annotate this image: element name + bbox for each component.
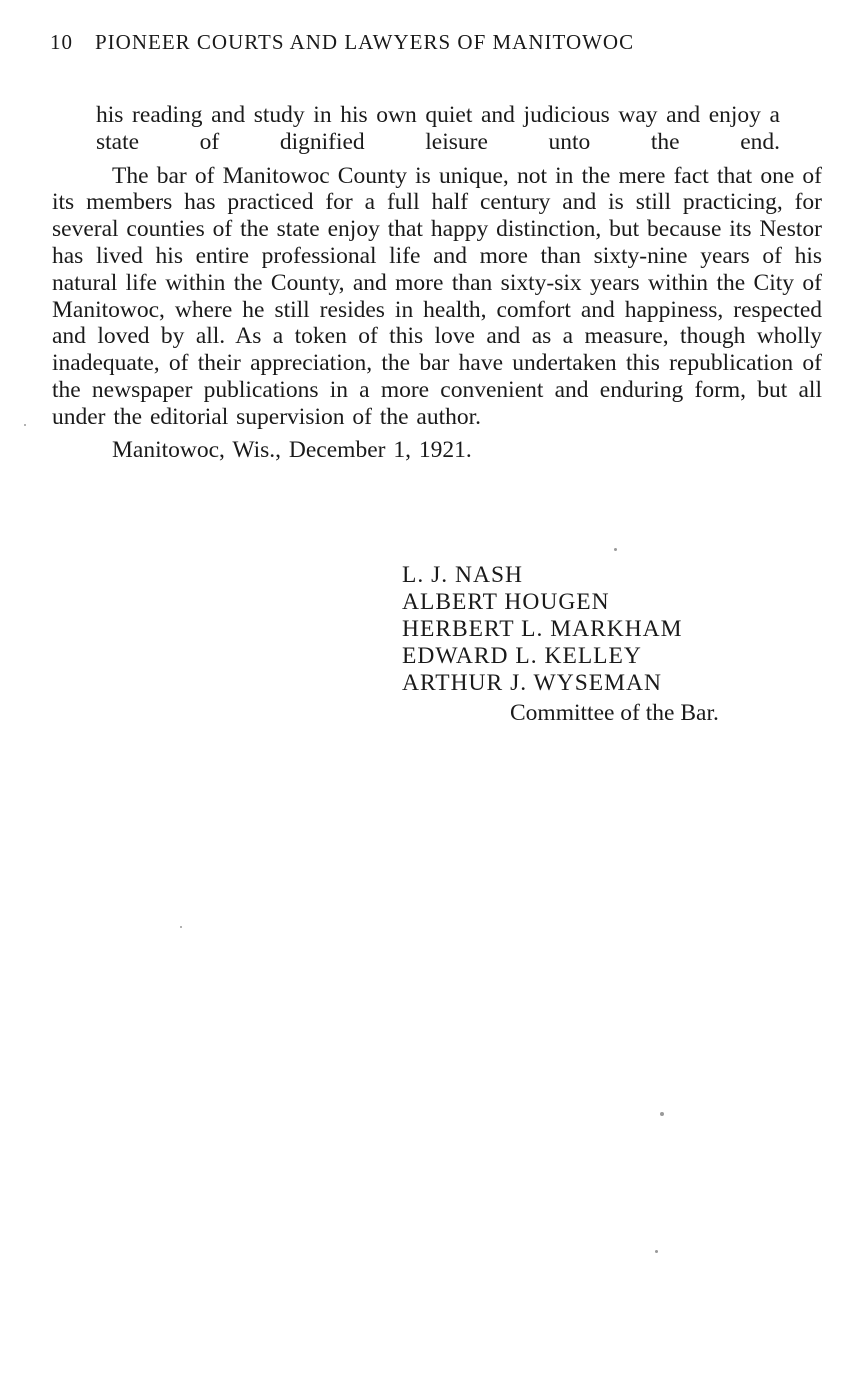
signatory-name: EDWARD L. KELLEY [402, 643, 642, 669]
print-speck [655, 1250, 658, 1253]
signatory-name: ALBERT HOUGEN [402, 589, 610, 615]
dateline: Manitowoc, Wis., December 1, 1921. [112, 436, 472, 463]
print-speck [614, 548, 617, 551]
page-number: 10 [50, 30, 73, 54]
signatory-name: HERBERT L. MARKHAM [402, 616, 683, 642]
signature-block [402, 562, 683, 697]
body-text [52, 102, 822, 463]
signatory-name: ARTHUR J. WYSEMAN [402, 670, 662, 696]
running-head [50, 30, 790, 55]
running-head-title: PIONEER COURTS AND LAWYERS OF MANITOWOC [95, 30, 635, 54]
print-speck [24, 424, 26, 426]
committee-label: Committee of the Bar. [510, 700, 719, 726]
continued-paragraph: his reading and study in his own quiet and judicious way and enjoy a state of dignified leisure unto the end. [96, 102, 780, 155]
print-speck [180, 926, 182, 928]
main-paragraph: The bar of Manitowoc County is unique, not in the mere fact that one of its members has practiced for a full half century and is still practicing, for several counties of the state enjoy that happy distinction, but because its Nestor has lived his entire professional life and more than sixty-nine years of his natural life within the County, and more than sixty-six years within the City of Manitowoc, where he still resides in health, comfort and happiness, respected and loved by all. As a token of this love and as a measure, though wholly inadequate, of their appreciation, the bar have undertaken this republication of the newspaper publications in a more convenient and enduring form, but all under the editorial supervision of the author. [52, 162, 822, 430]
signatory-name: L. J. NASH [402, 562, 523, 588]
print-speck [660, 1112, 664, 1116]
